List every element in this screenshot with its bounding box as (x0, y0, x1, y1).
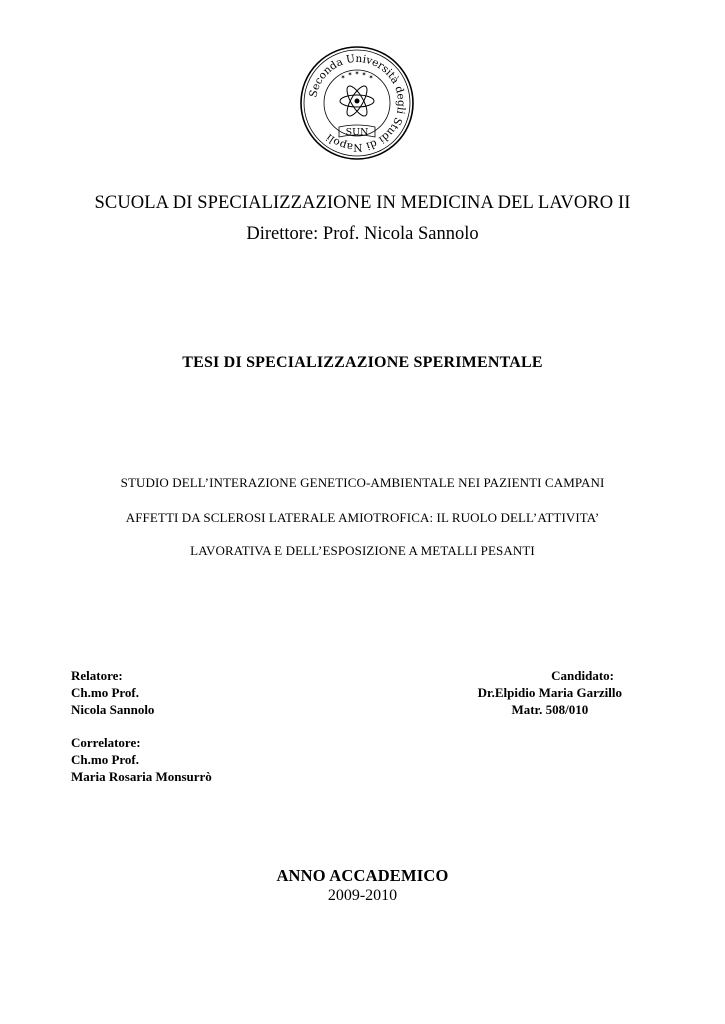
candidato-label: Candidato: (551, 668, 614, 683)
svg-text:✶: ✶ (347, 71, 353, 78)
candidato-matricola: Matr. 508/010 (511, 702, 589, 717)
relatore-title: Ch.mo Prof. (71, 685, 140, 700)
academic-year-label: ANNO ACCADEMICO (276, 866, 449, 885)
correlatore-name: Maria Rosaria Monsurrò (71, 769, 212, 784)
university-seal-icon (299, 45, 415, 161)
correlatore-label: Correlatore: (71, 735, 141, 750)
thesis-title-line-2: AFFETTI DA SCLEROSI LATERALE AMIOTROFICA: IL RUOLO DELL’ATTIVITA’ (125, 510, 600, 525)
correlatore-block (71, 734, 212, 785)
svg-text:✶: ✶ (361, 71, 367, 78)
relatore-name: Nicola Sannolo (71, 702, 155, 717)
relatore-label: Relatore: (71, 668, 123, 683)
thesis-type: TESI DI SPECIALIZZAZIONE SPERIMENTALE (182, 354, 543, 371)
svg-text:✶: ✶ (354, 70, 360, 77)
thesis-title-line-1: STUDIO DELL’INTERAZIONE GENETICO-AMBIENTALE NEI PAZIENTI CAMPANI (120, 475, 605, 490)
school-name: SCUOLA DI SPECIALIZZAZIONE IN MEDICINA DEL LAVORO II (94, 193, 631, 213)
academic-year-value: 2009-2010 (327, 887, 398, 904)
seal-ring-text: Seconda Università degli Studi di Napoli (307, 52, 408, 154)
relatore-block (71, 667, 154, 718)
director-name: Direttore: Prof. Nicola Sannolo (246, 224, 479, 244)
seal-initials: SUN (345, 127, 369, 138)
thesis-title-line-3: LAVORATIVA E DELL’ESPOSIZIONE A METALLI PESANTI (190, 543, 535, 558)
candidato-name: Dr.Elpidio Maria Garzillo (477, 685, 622, 700)
svg-text:✶: ✶ (340, 74, 346, 81)
svg-text:✶: ✶ (368, 74, 374, 81)
candidato-block (478, 667, 622, 718)
correlatore-title: Ch.mo Prof. (71, 752, 140, 767)
